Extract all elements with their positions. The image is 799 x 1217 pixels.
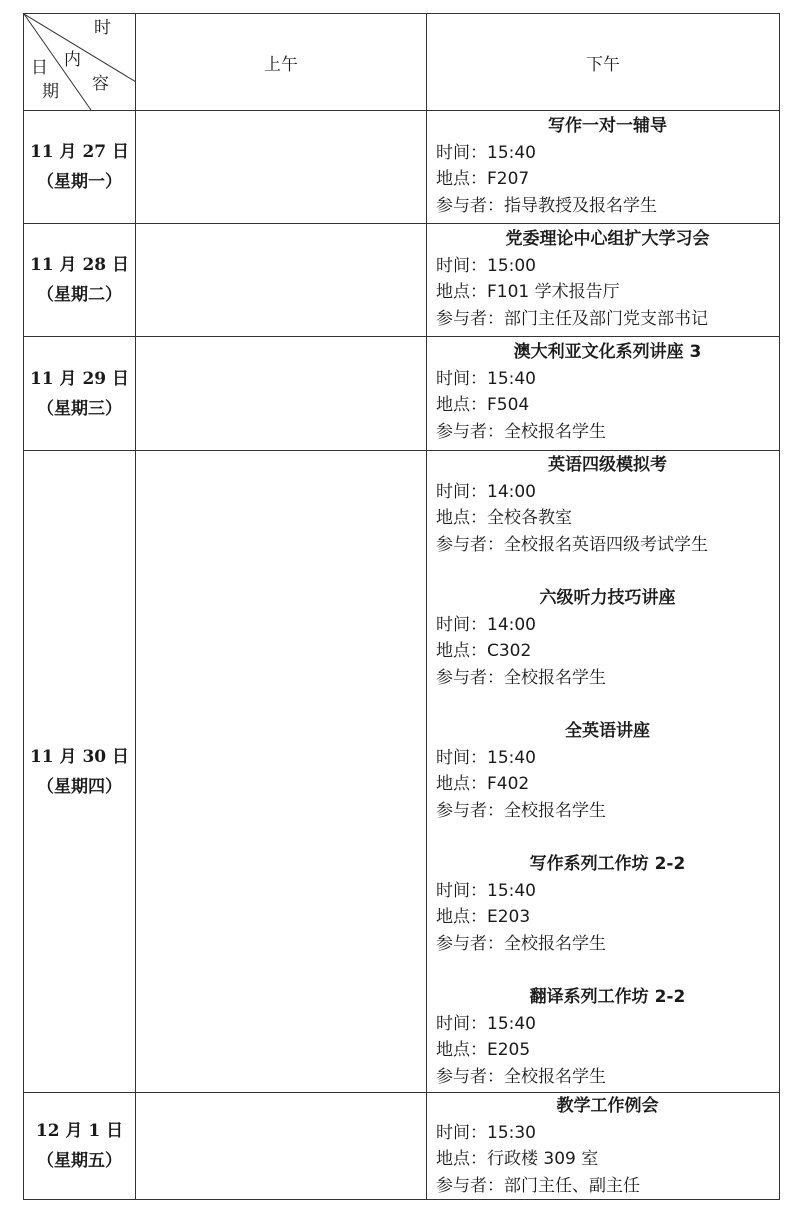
event-attendees: 参与者：部门主任及部门党支部书记 <box>436 308 708 329</box>
table-row <box>24 224 780 337</box>
event-title: 澳大利亚文化系列讲座 3 <box>513 342 702 362</box>
event-title: 写作一对一辅导 <box>548 116 667 136</box>
event-attendees: 参与者：全校报名学生 <box>436 667 606 688</box>
event-place: 地点：全校各教室 <box>436 508 572 528</box>
event-time: 时间：15:40 <box>436 142 536 163</box>
event-attendees: 参与者：部门主任、副主任 <box>436 1175 640 1196</box>
event-attendees: 参与者：全校报名英语四级考试学生 <box>436 534 708 555</box>
corner-label-date-1: 日 <box>31 58 48 78</box>
weekday-text: （星期五） <box>37 1151 122 1171</box>
date-text: 11 月 28 日 <box>29 255 130 275</box>
afternoon-cell <box>427 451 780 1093</box>
event-item <box>436 339 779 445</box>
date-text: 11 月 30 日 <box>29 746 130 767</box>
corner-label-content-1: 内 <box>64 50 81 70</box>
header-morning: 上午 <box>136 14 427 111</box>
event-time: 时间：15:30 <box>436 1122 536 1143</box>
date-text: 11 月 29 日 <box>29 368 130 389</box>
event-place: 地点：F402 <box>436 774 530 794</box>
weekday-text: （星期一） <box>37 172 122 192</box>
event-item <box>436 851 779 957</box>
table-row <box>24 451 780 1093</box>
morning-cell <box>136 451 427 1093</box>
event-title: 英语四级模拟考 <box>548 455 667 475</box>
date-cell <box>24 451 136 1093</box>
event-attendees: 参与者：全校报名学生 <box>436 933 606 954</box>
event-item <box>436 113 779 219</box>
event-time: 时间：15:40 <box>436 880 536 901</box>
corner-label-content-2: 容 <box>92 74 109 94</box>
event-attendees: 参与者：全校报名学生 <box>436 421 606 442</box>
event-item <box>436 718 779 824</box>
event-attendees: 参与者：全校报名学生 <box>436 1066 606 1087</box>
event-item <box>436 984 779 1090</box>
table-row <box>24 111 780 224</box>
afternoon-cell <box>427 224 780 337</box>
event-item <box>436 452 779 558</box>
event-title: 写作系列工作坊 2-2 <box>529 854 686 874</box>
date-text: 12 月 1 日 <box>35 1121 124 1141</box>
date-text: 11 月 27 日 <box>29 142 130 162</box>
event-time: 时间：15:00 <box>436 255 536 276</box>
corner-label-date-2: 期 <box>42 82 59 102</box>
header-corner-cell <box>24 14 136 111</box>
event-time: 时间：15:40 <box>436 747 536 768</box>
event-place: 地点：E205 <box>436 1040 531 1060</box>
schedule-table <box>23 13 780 1200</box>
event-item <box>436 1093 779 1199</box>
weekday-text: （星期四） <box>37 776 122 797</box>
event-time: 时间：15:40 <box>436 1013 536 1034</box>
morning-cell <box>136 111 427 224</box>
event-time: 时间：15:40 <box>436 368 536 389</box>
weekday-text: （星期三） <box>37 398 122 419</box>
event-place: 地点：F101 学术报告厅 <box>436 282 620 302</box>
event-attendees: 参与者：指导教授及报名学生 <box>436 195 657 216</box>
event-title: 党委理论中心组扩大学习会 <box>505 229 710 249</box>
event-place: 地点：E203 <box>436 907 531 927</box>
event-time: 时间：14:00 <box>436 481 536 502</box>
corner-label-time: 时 <box>94 18 111 38</box>
weekday-text: （星期二） <box>37 285 122 305</box>
event-place: 地点：C302 <box>436 641 532 661</box>
header-row <box>24 14 780 111</box>
afternoon-cell <box>427 337 780 451</box>
event-title: 教学工作例会 <box>556 1096 659 1116</box>
event-time: 时间：14:00 <box>436 614 536 635</box>
date-cell <box>24 1093 136 1200</box>
morning-cell <box>136 224 427 337</box>
event-title: 全英语讲座 <box>565 721 650 741</box>
afternoon-cell <box>427 111 780 224</box>
afternoon-cell <box>427 1093 780 1200</box>
event-item <box>436 585 779 691</box>
date-cell <box>24 224 136 337</box>
date-cell <box>24 337 136 451</box>
event-place: 地点：行政楼 309 室 <box>436 1149 599 1169</box>
event-attendees: 参与者：全校报名学生 <box>436 800 606 821</box>
event-place: 地点：F504 <box>436 395 530 415</box>
table-row <box>24 337 780 451</box>
morning-cell <box>136 1093 427 1200</box>
date-cell <box>24 111 136 224</box>
table-row <box>24 1093 780 1200</box>
event-item <box>436 226 779 332</box>
header-afternoon: 下午 <box>427 14 780 111</box>
event-place: 地点：F207 <box>436 169 530 189</box>
morning-cell <box>136 337 427 451</box>
event-title: 翻译系列工作坊 2-2 <box>529 987 686 1007</box>
event-title: 六级听力技巧讲座 <box>539 588 676 608</box>
